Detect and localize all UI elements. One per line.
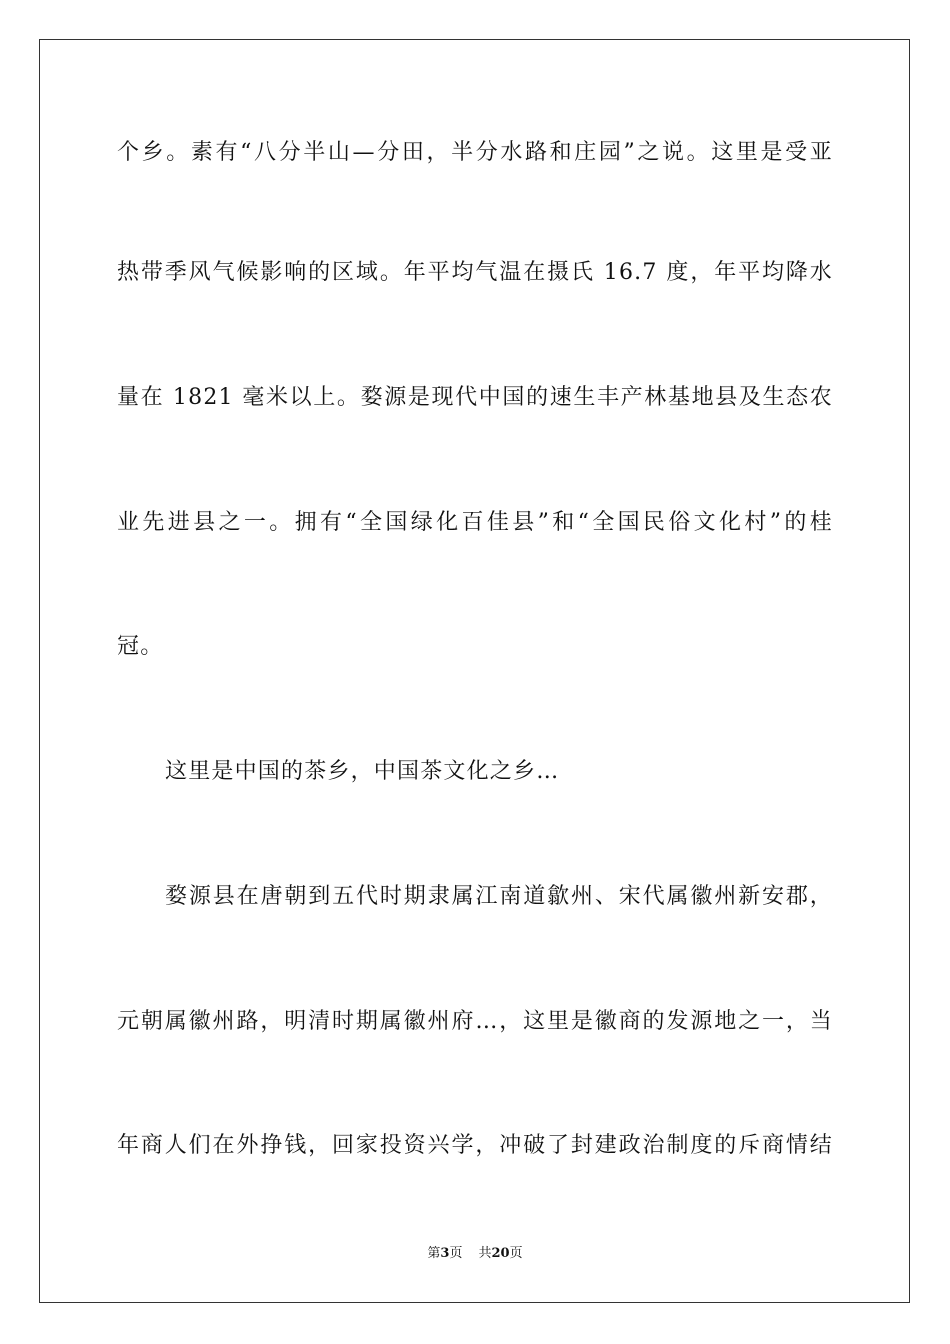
footer-page-number: 3 bbox=[440, 1246, 450, 1261]
text-line-8: 元朝属徽州路，明清时期属徽州府…，这里是徽商的发源地之一，当 bbox=[117, 1009, 833, 1034]
footer-total-pages: 20 bbox=[491, 1246, 510, 1261]
text-line-7: 婺源县在唐朝到五代时期隶属江南道歙州、宋代属徽州新安郡， bbox=[165, 884, 833, 909]
text-line-2: 热带季风气候影响的区域。年平均气温在摄氏 16.7 度，年平均降水 bbox=[117, 260, 833, 285]
text-line-9: 年商人们在外挣钱，回家投资兴学，冲破了封建政治制度的斥商情结 bbox=[117, 1133, 833, 1158]
footer-page-suffix: 页 bbox=[449, 1246, 463, 1261]
page-frame bbox=[39, 39, 910, 1303]
footer-total-suffix: 页 bbox=[509, 1246, 523, 1261]
footer-total-prefix: 共 bbox=[478, 1246, 492, 1261]
footer-page-prefix: 第 bbox=[427, 1246, 441, 1261]
text-line-3: 量在 1821 毫米以上。婺源是现代中国的速生丰产林基地县及生态农 bbox=[117, 385, 833, 410]
paragraph-line-tea: 这里是中国的茶乡，中国茶文化之乡… bbox=[165, 759, 560, 784]
text-line-1: 个乡。素有“八分半山—分田，半分水路和庄园”之说。这里是受亚 bbox=[117, 140, 833, 165]
page-footer bbox=[0, 1245, 950, 1263]
text-line-5: 冠。 bbox=[117, 634, 164, 659]
text-line-4: 业先进县之一。拥有“全国绿化百佳县”和“全国民俗文化村”的桂 bbox=[117, 510, 833, 535]
